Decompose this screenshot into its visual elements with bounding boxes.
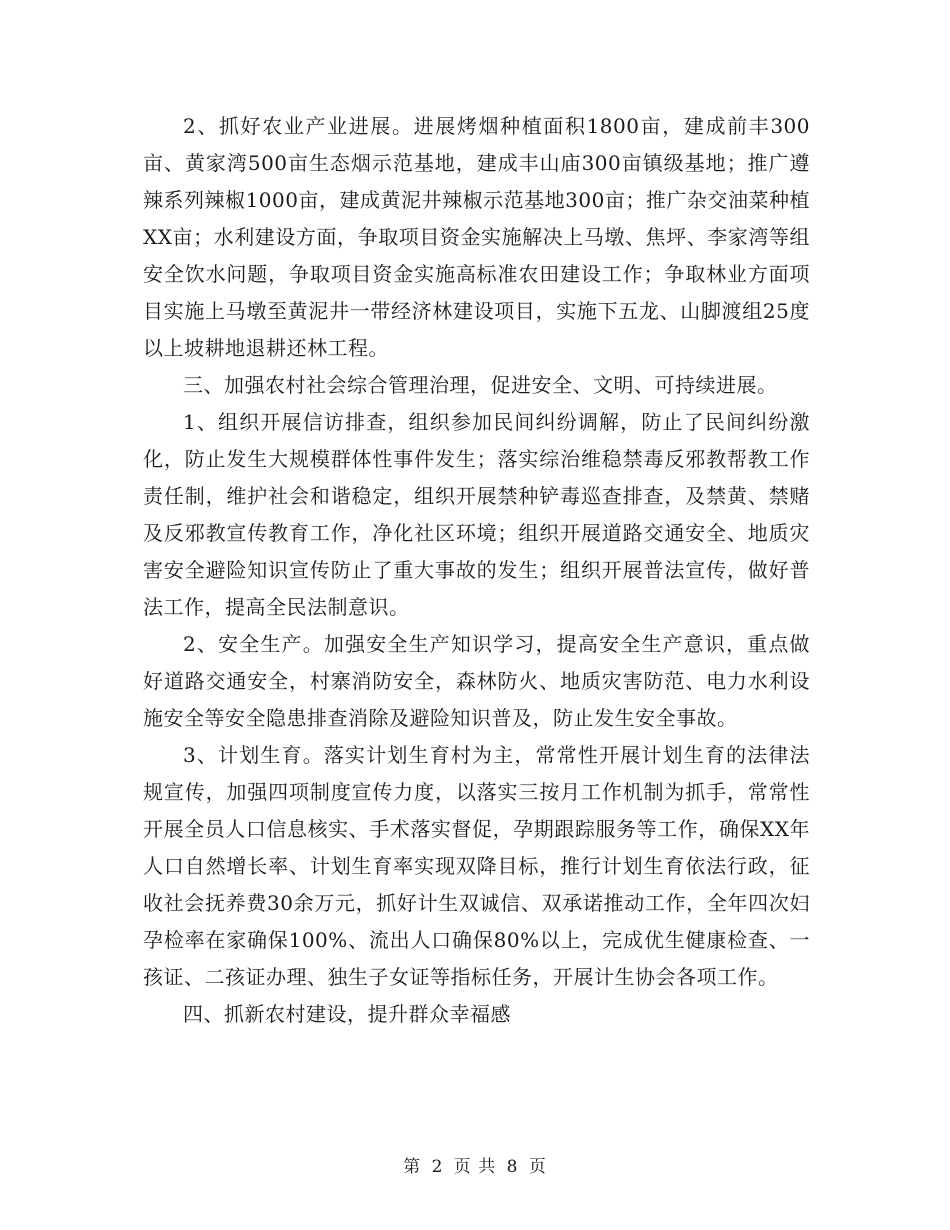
paragraph-agriculture-industry: 2、抓好农业产业进展。进展烤烟种植面积1800亩，建成前丰300亩、黄家湾500亩生态烟示范基地，建成丰山庙300亩镇级基地；推广遵辣系列辣椒1000亩，建成黄泥井辣椒示范基地300亩；推广杂交油菜种植XX亩；水利建设方面，争取项目资金实施解决上马墩、焦坪、李家湾等组安全饮水问题，争取项目资金实施高标准农田建设工作；争取林业方面项目实施上马墩至黄泥井一带经济林建设项目，实施下五龙、山脚渡组25度以上坡耕地退耕还林工程。 [143, 114, 810, 360]
current-page-number: 2 [431, 1157, 444, 1177]
document-body [143, 108, 810, 1033]
section-heading-new-countryside: 四、抓新农村建设，提升群众幸福感 [183, 1002, 511, 1026]
footer-prefix: 第 [403, 1157, 422, 1177]
paragraph-family-planning: 3、计划生育。落实计划生育村为主，常常性开展计划生育的法律法规宣传，加强四项制度宣传力度，以落实三按月工作机制为抓手，常常性开展全员人口信息核实、手术落实督促，孕期跟踪服务等工作，确保XX年人口自然增长率、计划生育率实现双降目标，推行计划生育依法行政，征收社会抚养费30余万元，抓好计生双诚信、双承诺推动工作，全年四次妇孕检率在家确保100%、流出人口确保80%以上，完成优生健康检查、一孩证、二孩证办理、独生子女证等指标任务，开展计生协会各项工作。 [143, 743, 810, 989]
footer-middle: 页 共 [453, 1157, 497, 1177]
paragraph-petition-screening: 1、组织开展信访排查，组织参加民间纠纷调解，防止了民间纠纷激化，防止发生大规模群体性事件发生；落实综治维稳禁毒反邪教帮教工作责任制，维护社会和谐稳定，组织开展禁种铲毒巡查排查，及禁黄、禁赌及反邪教宣传教育工作，净化社区环境；组织开展道路交通安全、地质灾害安全避险知识宣传防止了重大事故的发生；组织开展普法宣传，做好普法工作，提高全民法制意识。 [143, 410, 810, 619]
page-number-footer [0, 1156, 950, 1178]
footer-suffix: 页 [528, 1157, 547, 1177]
paragraph-safe-production: 2、安全生产。加强安全生产知识学习，提高安全生产意识，重点做好道路交通安全，村寨消防安全，森林防火、地质灾害防范、电力水利设施安全等安全隐患排查消除及避险知识普及，防止发生安全事故。 [143, 632, 810, 730]
total-page-count: 8 [506, 1157, 519, 1177]
section-heading-social-governance: 三、加强农村社会综合管理治理，促进安全、文明、可持续进展。 [183, 373, 778, 397]
